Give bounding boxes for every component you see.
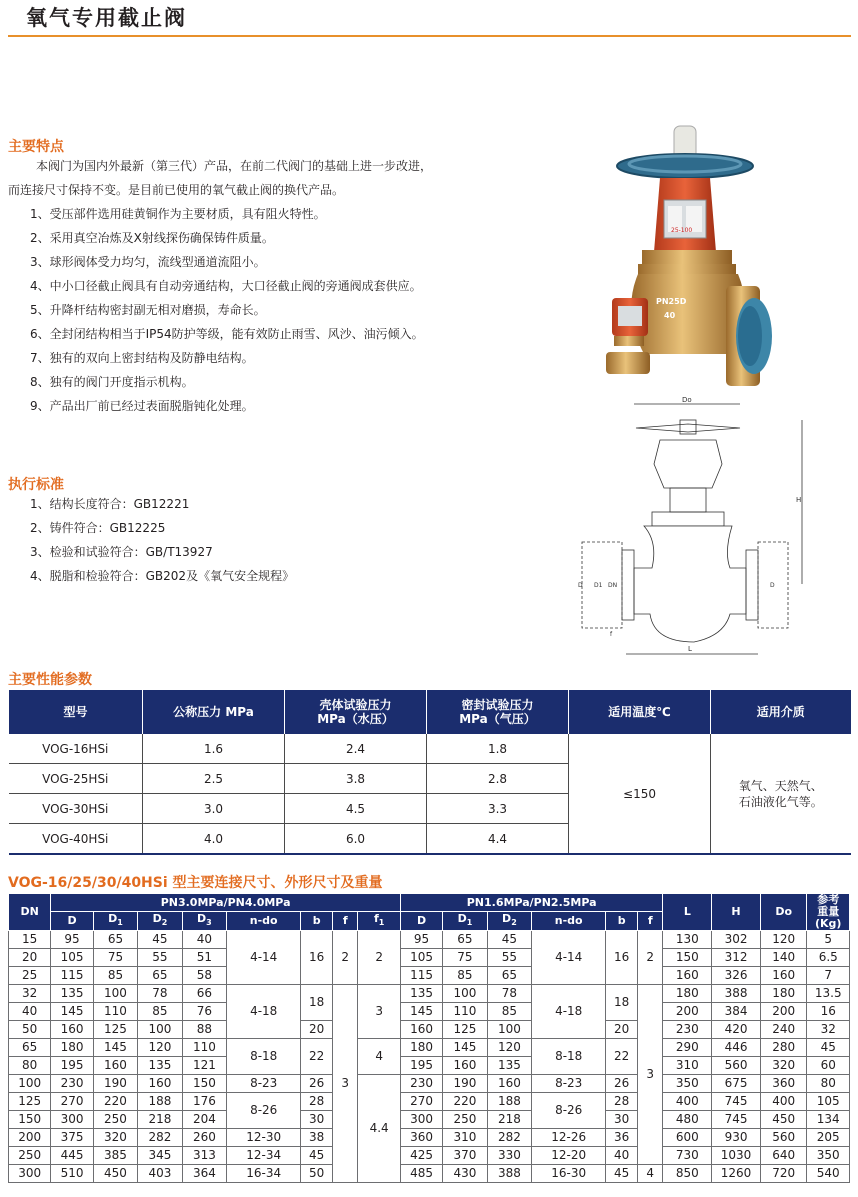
table-cell: 400 bbox=[760, 1093, 807, 1111]
merged-cell: 8-26 bbox=[227, 1093, 301, 1129]
label-d-right: D bbox=[770, 582, 775, 589]
table-cell: 195 bbox=[400, 1057, 442, 1075]
label-f: f bbox=[610, 631, 613, 638]
table-cell: 125 bbox=[443, 1021, 487, 1039]
merged-cell: 4-18 bbox=[532, 985, 606, 1039]
table-cell: 195 bbox=[51, 1057, 93, 1075]
merged-cell: 8-18 bbox=[227, 1039, 301, 1075]
table-cell: 270 bbox=[400, 1093, 442, 1111]
table-cell: 230 bbox=[663, 1021, 712, 1039]
table-cell: 100 bbox=[93, 985, 137, 1003]
merged-cell: 22 bbox=[606, 1039, 638, 1075]
table-cell: 720 bbox=[760, 1165, 807, 1183]
header-do: Do bbox=[760, 894, 807, 931]
merged-cell: 40 bbox=[606, 1147, 638, 1165]
table-cell: 930 bbox=[712, 1129, 761, 1147]
table-cell: 110 bbox=[93, 1003, 137, 1021]
header-dn: DN bbox=[9, 894, 51, 931]
merged-cell: 3 bbox=[638, 985, 663, 1165]
table-cell: 7 bbox=[807, 967, 850, 985]
table-cell: 55 bbox=[487, 949, 531, 967]
table-cell: 110 bbox=[182, 1039, 226, 1057]
table-cell: 250 bbox=[443, 1111, 487, 1129]
merged-cell: 16 bbox=[606, 931, 638, 985]
merged-cell: 2 bbox=[358, 931, 400, 985]
merged-cell: 28 bbox=[606, 1093, 638, 1111]
table-cell: 58 bbox=[182, 967, 226, 985]
table-cell: 188 bbox=[487, 1093, 531, 1111]
table-row bbox=[9, 1093, 850, 1111]
table-cell: 388 bbox=[712, 985, 761, 1003]
table-cell: 450 bbox=[760, 1111, 807, 1129]
table-cell: 180 bbox=[51, 1039, 93, 1057]
table-cell: 850 bbox=[663, 1165, 712, 1183]
table-row bbox=[9, 1129, 850, 1147]
dn-cell: 100 bbox=[9, 1075, 51, 1093]
merged-cell: 4.4 bbox=[358, 1075, 400, 1183]
title-rule bbox=[8, 35, 851, 37]
dn-cell: 300 bbox=[9, 1165, 51, 1183]
table-cell: 134 bbox=[807, 1111, 850, 1129]
table-cell: 320 bbox=[760, 1057, 807, 1075]
table-cell: 640 bbox=[760, 1147, 807, 1165]
photo-size-label: 40 bbox=[664, 311, 676, 320]
table-cell: 160 bbox=[93, 1057, 137, 1075]
merged-cell: 20 bbox=[606, 1021, 638, 1039]
table-cell: 310 bbox=[443, 1129, 487, 1147]
table-cell: 230 bbox=[51, 1075, 93, 1093]
merged-cell: 4-18 bbox=[227, 985, 301, 1039]
table-cell: 310 bbox=[663, 1057, 712, 1075]
table-cell: 218 bbox=[138, 1111, 182, 1129]
header-model: 型号 bbox=[9, 690, 143, 734]
merged-cell: 3 bbox=[333, 985, 358, 1183]
table-cell: 220 bbox=[443, 1093, 487, 1111]
merged-cell: 45 bbox=[606, 1165, 638, 1183]
table-cell: 65 bbox=[138, 967, 182, 985]
feature-item: 5、升降杆结构密封副无相对磨损，寿命长。 bbox=[30, 303, 266, 317]
table-cell: 290 bbox=[663, 1039, 712, 1057]
standard-item: 3、检验和试验符合：GB/T13927 bbox=[30, 545, 213, 559]
header-group-high: PN3.0MPa/PN4.0MPa bbox=[51, 894, 400, 912]
table-cell: 745 bbox=[712, 1093, 761, 1111]
table-cell: 200 bbox=[663, 1003, 712, 1021]
table-cell: 190 bbox=[443, 1075, 487, 1093]
merged-cell: 50 bbox=[301, 1165, 333, 1183]
table-cell: 176 bbox=[182, 1093, 226, 1111]
table-cell: 78 bbox=[138, 985, 182, 1003]
feature-item: 1、受压部件选用硅黄铜作为主要材质，具有阻火特性。 bbox=[30, 207, 326, 221]
table-cell: 280 bbox=[760, 1039, 807, 1057]
table-cell: 5 bbox=[807, 931, 850, 949]
standard-item: 1、结构长度符合：GB12221 bbox=[30, 497, 190, 511]
header-l: L bbox=[663, 894, 712, 931]
table-cell: 100 bbox=[443, 985, 487, 1003]
table-row bbox=[9, 967, 850, 985]
label-do: Do bbox=[682, 396, 692, 404]
header-h: H bbox=[712, 894, 761, 931]
dimensions-table: DN PN3.0MPa/PN4.0MPa PN1.6MPa/PN2.5MPa L H Do 参考 重量 (Kg) D $D_1$ $D_2$ $D_3$ n-do b f $f_1$ D $D_1$ $D_2$ n-do b f 15 95 65 45 40 4-14 16 2 2 95 65 45 4-14 16 2 130 302 120 5 20 105 75 55 51 105 75 55 150 312 140 6.5 25 115 85 65 58 115 85 65 160 326 160 7 32 135 100 78 66 4-18 18 3 3 135 100 78 4-18 18 3 180 388 180 13.5 40 145 110 85 76 145 110 85 200 384 200 16 50 160 125 100 88 20 160 125 100 20 230 420 240 32 65 180 145 120 110 8-18 22 4 180 145 120 8-18 22 290 446 280 45 80 195 160 135 121 195 160 135 310 560 320 60 100 230 190 160 150 8-23 26 4.4 230 190 160 8-23 26 350 675 360 80 125 270 220 188 176 8-26 28 270 220 188 8-26 28 400 745 400 105 150 300 250 218 204 30 300 250 218 30 480 745 450 134 200 375 320 282 260 12-30 38 360 310 282 12-26 36 600 930 560 205 250 445 385 345 313 12-34 45 425 370 330 12-20 40 730 1030 640 350 300 510 450 403 364 16-34 50 485 430 388 16-30 45 4 850 1260 720 540 bbox=[8, 893, 850, 1183]
table-cell: 105 bbox=[51, 949, 93, 967]
table-cell: 205 bbox=[807, 1129, 850, 1147]
dn-cell: 32 bbox=[9, 985, 51, 1003]
merged-cell: 16 bbox=[301, 931, 333, 985]
feature-item: 3、球形阀体受力均匀，流线型通道流阻小。 bbox=[30, 255, 266, 269]
table-cell: 200 bbox=[760, 1003, 807, 1021]
merged-cell: 22 bbox=[301, 1039, 333, 1075]
merged-cell: 16-30 bbox=[532, 1165, 606, 1183]
merged-cell: 3 bbox=[358, 985, 400, 1039]
table-cell: 326 bbox=[712, 967, 761, 985]
header-seal-test: 密封试验压力 MPa（气压） bbox=[427, 690, 569, 734]
table-cell: 85 bbox=[138, 1003, 182, 1021]
table-cell: 78 bbox=[487, 985, 531, 1003]
table-cell: 730 bbox=[663, 1147, 712, 1165]
header-medium: 适用介质 bbox=[711, 690, 851, 734]
performance-heading: 主要性能参数 bbox=[8, 672, 92, 688]
merged-cell: 8-23 bbox=[227, 1075, 301, 1093]
table-cell: 6.5 bbox=[807, 949, 850, 967]
table-cell: 105 bbox=[807, 1093, 850, 1111]
table-cell: 95 bbox=[400, 931, 442, 949]
table-cell: 375 bbox=[51, 1129, 93, 1147]
merged-cell: 8-23 bbox=[532, 1075, 606, 1093]
table-cell: 135 bbox=[487, 1057, 531, 1075]
table-cell: 40 bbox=[182, 931, 226, 949]
table-cell: 45 bbox=[138, 931, 182, 949]
table-cell: 160 bbox=[400, 1021, 442, 1039]
table-cell: 540 bbox=[807, 1165, 850, 1183]
merged-cell: 4 bbox=[638, 1165, 663, 1183]
header-group-low: PN1.6MPa/PN2.5MPa bbox=[400, 894, 663, 912]
table-cell: 445 bbox=[51, 1147, 93, 1165]
table-cell: 45 bbox=[487, 931, 531, 949]
table-cell: 240 bbox=[760, 1021, 807, 1039]
table-cell: 88 bbox=[182, 1021, 226, 1039]
table-cell: 130 bbox=[663, 931, 712, 949]
table-cell: 45 bbox=[807, 1039, 850, 1057]
dn-cell: 150 bbox=[9, 1111, 51, 1129]
merged-cell: 12-20 bbox=[532, 1147, 606, 1165]
merged-cell: 20 bbox=[301, 1021, 333, 1039]
merged-cell: 30 bbox=[301, 1111, 333, 1129]
table-cell: 160 bbox=[51, 1021, 93, 1039]
table-cell: 260 bbox=[182, 1129, 226, 1147]
table-cell: 560 bbox=[712, 1057, 761, 1075]
table-cell: 400 bbox=[663, 1093, 712, 1111]
header-nominal-pressure: 公称压力 MPa bbox=[143, 690, 285, 734]
feature-item: 7、独有的双向上密封结构及防静电结构。 bbox=[30, 351, 254, 365]
table-cell: 150 bbox=[663, 949, 712, 967]
table-cell: 560 bbox=[760, 1129, 807, 1147]
dn-cell: 50 bbox=[9, 1021, 51, 1039]
table-row bbox=[9, 949, 850, 967]
table-cell: 140 bbox=[760, 949, 807, 967]
dn-cell: 20 bbox=[9, 949, 51, 967]
table-cell: 600 bbox=[663, 1129, 712, 1147]
table-row bbox=[9, 1165, 850, 1183]
table-cell: 385 bbox=[93, 1147, 137, 1165]
merged-cell: 2 bbox=[638, 931, 663, 985]
merged-cell: 36 bbox=[606, 1129, 638, 1147]
feature-item: 6、全封闭结构相当于IP54防护等级，能有效防止雨雪、风沙、油污倾入。 bbox=[30, 327, 424, 341]
table-cell: 180 bbox=[400, 1039, 442, 1057]
table-cell: 300 bbox=[400, 1111, 442, 1129]
table-cell: 95 bbox=[51, 931, 93, 949]
merged-cell: 12-30 bbox=[227, 1129, 301, 1147]
dn-cell: 80 bbox=[9, 1057, 51, 1075]
table-cell: 190 bbox=[93, 1075, 137, 1093]
label-dn: DN bbox=[608, 582, 618, 589]
table-cell: 100 bbox=[487, 1021, 531, 1039]
table-cell: 204 bbox=[182, 1111, 226, 1129]
table-cell: 66 bbox=[182, 985, 226, 1003]
table-cell: 320 bbox=[93, 1129, 137, 1147]
table-row bbox=[9, 1057, 850, 1075]
merged-cell: 4 bbox=[358, 1039, 400, 1075]
table-cell: 120 bbox=[138, 1039, 182, 1057]
table-cell: 145 bbox=[51, 1003, 93, 1021]
merged-cell: 30 bbox=[606, 1111, 638, 1129]
feature-item: 4、中小口径截止阀具有自动旁通结构，大口径截止阀的旁通阀成套供应。 bbox=[30, 279, 422, 293]
table-cell: 350 bbox=[807, 1147, 850, 1165]
valve-photo bbox=[598, 122, 788, 394]
table-cell: 75 bbox=[443, 949, 487, 967]
table-cell: 160 bbox=[443, 1057, 487, 1075]
table-row bbox=[9, 1039, 850, 1057]
table-row: VOG-16HSi 1.6 2.4 1.8 ≤150 氧气、天然气、 石油液化气等。 bbox=[9, 734, 851, 764]
table-cell: 135 bbox=[51, 985, 93, 1003]
table-cell: 145 bbox=[400, 1003, 442, 1021]
table-cell: 65 bbox=[487, 967, 531, 985]
merged-cell: 45 bbox=[301, 1147, 333, 1165]
table-cell: 360 bbox=[400, 1129, 442, 1147]
table-cell: 430 bbox=[443, 1165, 487, 1183]
table-row bbox=[9, 1021, 850, 1039]
table-cell: 330 bbox=[487, 1147, 531, 1165]
table-cell: 300 bbox=[51, 1111, 93, 1129]
table-cell: 85 bbox=[487, 1003, 531, 1021]
standard-item: 2、铸件符合：GB12225 bbox=[30, 521, 166, 535]
table-cell: 675 bbox=[712, 1075, 761, 1093]
dn-cell: 250 bbox=[9, 1147, 51, 1165]
table-cell: 745 bbox=[712, 1111, 761, 1129]
table-cell: 360 bbox=[760, 1075, 807, 1093]
table-cell: 282 bbox=[487, 1129, 531, 1147]
table-cell: 135 bbox=[400, 985, 442, 1003]
table-cell: 425 bbox=[400, 1147, 442, 1165]
merged-cell: 38 bbox=[301, 1129, 333, 1147]
table-cell: 80 bbox=[807, 1075, 850, 1093]
merged-cell: 26 bbox=[606, 1075, 638, 1093]
table-row bbox=[9, 985, 850, 1003]
table-cell: 420 bbox=[712, 1021, 761, 1039]
table-row bbox=[9, 1147, 850, 1165]
header-temperature: 适用温度℃ bbox=[569, 690, 711, 734]
table-cell: 160 bbox=[760, 967, 807, 985]
table-row bbox=[9, 931, 850, 949]
table-cell: 85 bbox=[93, 967, 137, 985]
label-h: H bbox=[796, 496, 802, 504]
table-cell: 403 bbox=[138, 1165, 182, 1183]
temperature-cell: ≤150 bbox=[569, 734, 711, 854]
table-cell: 480 bbox=[663, 1111, 712, 1129]
page-title: 氧气专用截止阀 bbox=[26, 6, 187, 30]
table-row bbox=[9, 1111, 850, 1129]
header-weight: 参考 重量 (Kg) bbox=[807, 894, 850, 931]
table-cell: 384 bbox=[712, 1003, 761, 1021]
table-row bbox=[9, 1003, 850, 1021]
dn-cell: 65 bbox=[9, 1039, 51, 1057]
medium-cell: 氧气、天然气、 石油液化气等。 bbox=[711, 734, 851, 854]
merged-cell: 8-26 bbox=[532, 1093, 606, 1129]
table-cell: 230 bbox=[400, 1075, 442, 1093]
table-cell: 105 bbox=[400, 949, 442, 967]
merged-cell: 26 bbox=[301, 1075, 333, 1093]
table-cell: 85 bbox=[443, 967, 487, 985]
table-cell: 364 bbox=[182, 1165, 226, 1183]
table-cell: 160 bbox=[487, 1075, 531, 1093]
table-cell: 218 bbox=[487, 1111, 531, 1129]
table-cell: 312 bbox=[712, 949, 761, 967]
gauge-label: 25-100 bbox=[671, 227, 693, 234]
label-d1: D1 bbox=[594, 582, 603, 589]
table-cell: 1260 bbox=[712, 1165, 761, 1183]
table-cell: 115 bbox=[400, 967, 442, 985]
table-cell: 100 bbox=[138, 1021, 182, 1039]
header-shell-test: 壳体试验压力 MPa（水压） bbox=[285, 690, 427, 734]
dn-cell: 40 bbox=[9, 1003, 51, 1021]
merged-cell: 16-34 bbox=[227, 1165, 301, 1183]
merged-cell: 8-18 bbox=[532, 1039, 606, 1075]
feature-item: 2、采用真空冶炼及X射线探伤确保铸件质量。 bbox=[30, 231, 274, 245]
table-cell: 313 bbox=[182, 1147, 226, 1165]
table-cell: 388 bbox=[487, 1165, 531, 1183]
table-cell: 75 bbox=[93, 949, 137, 967]
table-cell: 110 bbox=[443, 1003, 487, 1021]
merged-cell: 12-34 bbox=[227, 1147, 301, 1165]
table-cell: 350 bbox=[663, 1075, 712, 1093]
table-cell: 115 bbox=[51, 967, 93, 985]
table-cell: 302 bbox=[712, 931, 761, 949]
table-cell: 51 bbox=[182, 949, 226, 967]
table-row bbox=[9, 1075, 850, 1093]
merged-cell: 12-26 bbox=[532, 1129, 606, 1147]
photo-plate-label: PN25D bbox=[656, 297, 687, 306]
merged-cell: 4-14 bbox=[532, 931, 606, 985]
table-cell: 160 bbox=[663, 967, 712, 985]
features-intro-2: 而连接尺寸保持不变。是目前已使用的氧气截止阀的换代产品。 bbox=[8, 183, 345, 197]
table-cell: 16 bbox=[807, 1003, 850, 1021]
features-intro-1: 本阀门为国内外最新（第三代）产品，在前二代阀门的基础上进一步改进， bbox=[36, 159, 433, 173]
table-cell: 120 bbox=[760, 931, 807, 949]
table-cell: 65 bbox=[93, 931, 137, 949]
table-cell: 282 bbox=[138, 1129, 182, 1147]
standard-item: 4、脱脂和检验符合：GB202及《氧气安全规程》 bbox=[30, 569, 295, 583]
features-heading: 主要特点 bbox=[8, 139, 64, 155]
table-cell: 250 bbox=[93, 1111, 137, 1129]
dimension-drawing bbox=[574, 392, 814, 664]
table-cell: 60 bbox=[807, 1057, 850, 1075]
table-cell: 121 bbox=[182, 1057, 226, 1075]
table-cell: 485 bbox=[400, 1165, 442, 1183]
table-row: VOG-30HSi 3.0 4.5 3.3 bbox=[9, 794, 851, 824]
feature-item: 9、产品出厂前已经过表面脱脂钝化处理。 bbox=[30, 399, 254, 413]
merged-cell: 28 bbox=[301, 1093, 333, 1111]
table-row: VOG-25HSi 2.5 3.8 2.8 bbox=[9, 764, 851, 794]
merged-cell: 4-14 bbox=[227, 931, 301, 985]
table-cell: 270 bbox=[51, 1093, 93, 1111]
label-l: L bbox=[688, 645, 692, 653]
table-cell: 180 bbox=[663, 985, 712, 1003]
table-cell: 55 bbox=[138, 949, 182, 967]
table-cell: 135 bbox=[138, 1057, 182, 1075]
table-cell: 13.5 bbox=[807, 985, 850, 1003]
merged-cell: 2 bbox=[333, 931, 358, 985]
table-cell: 145 bbox=[93, 1039, 137, 1057]
label-d: D bbox=[578, 582, 583, 589]
dimensions-heading: VOG-16/25/30/40HSi 型主要连接尺寸、外形尺寸及重量 bbox=[8, 875, 383, 891]
table-cell: 345 bbox=[138, 1147, 182, 1165]
table-cell: 446 bbox=[712, 1039, 761, 1057]
dn-cell: 200 bbox=[9, 1129, 51, 1147]
table-cell: 145 bbox=[443, 1039, 487, 1057]
table-cell: 65 bbox=[443, 931, 487, 949]
dn-cell: 125 bbox=[9, 1093, 51, 1111]
dn-cell: 25 bbox=[9, 967, 51, 985]
table-cell: 120 bbox=[487, 1039, 531, 1057]
table-cell: 450 bbox=[93, 1165, 137, 1183]
table-cell: 370 bbox=[443, 1147, 487, 1165]
performance-table bbox=[8, 690, 851, 855]
table-cell: 1030 bbox=[712, 1147, 761, 1165]
table-cell: 76 bbox=[182, 1003, 226, 1021]
feature-item: 8、独有的阀门开度指示机构。 bbox=[30, 375, 194, 389]
table-cell: 32 bbox=[807, 1021, 850, 1039]
table-row: VOG-40HSi 4.0 6.0 4.4 bbox=[9, 824, 851, 855]
merged-cell: 18 bbox=[301, 985, 333, 1021]
table-cell: 510 bbox=[51, 1165, 93, 1183]
dn-cell: 15 bbox=[9, 931, 51, 949]
merged-cell: 18 bbox=[606, 985, 638, 1021]
table-cell: 180 bbox=[760, 985, 807, 1003]
table-cell: 220 bbox=[93, 1093, 137, 1111]
table-cell: 125 bbox=[93, 1021, 137, 1039]
table-cell: 160 bbox=[138, 1075, 182, 1093]
table-cell: 188 bbox=[138, 1093, 182, 1111]
standards-heading: 执行标准 bbox=[8, 477, 64, 493]
table-cell: 150 bbox=[182, 1075, 226, 1093]
